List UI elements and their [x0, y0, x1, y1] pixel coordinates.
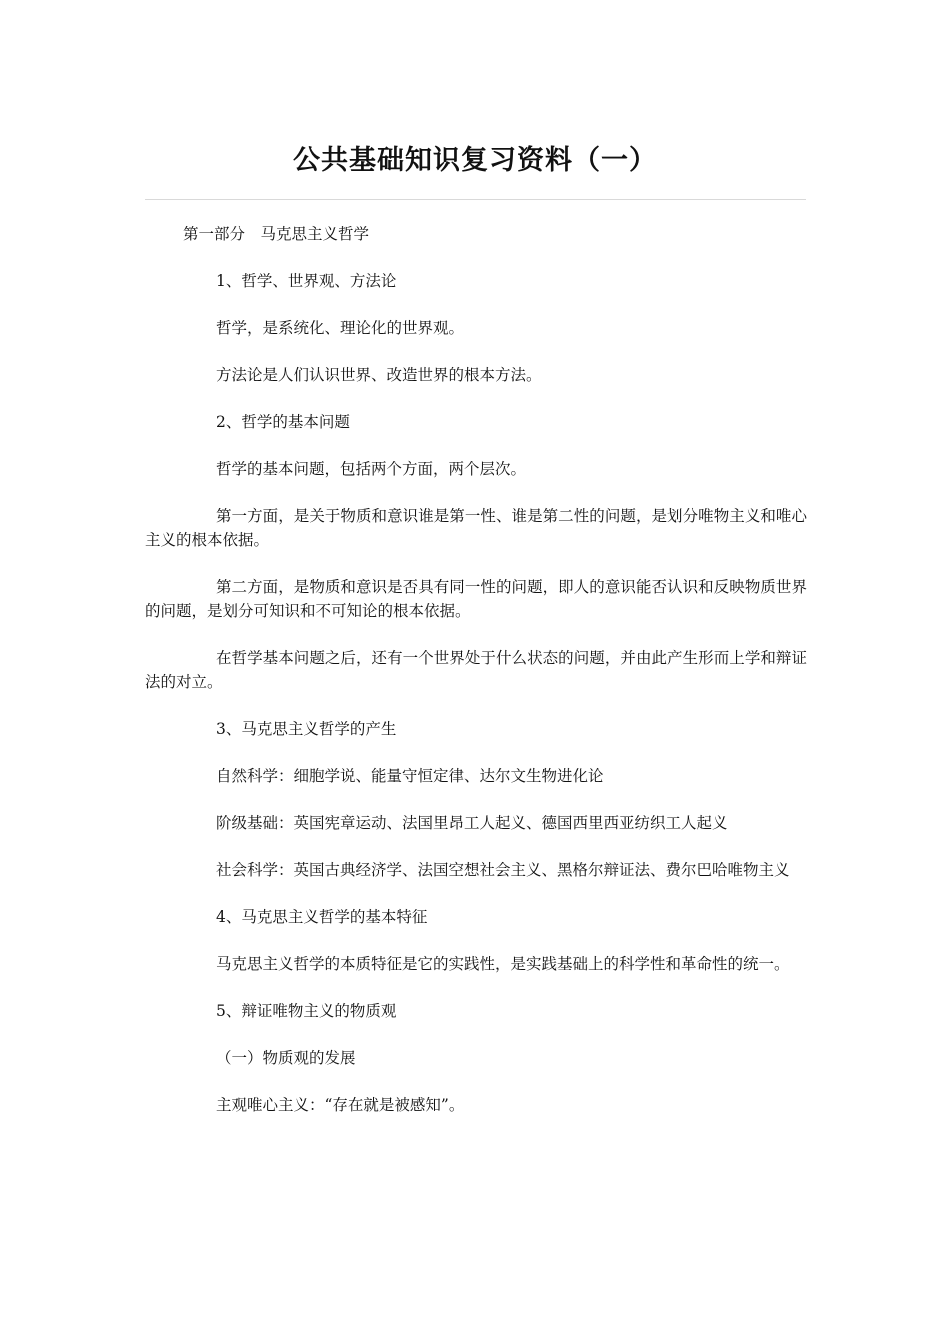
section-heading: 4、马克思主义哲学的基本特征 — [216, 908, 428, 926]
paragraph: 哲学的基本问题，包括两个方面，两个层次。 — [216, 460, 527, 478]
section-heading: 3、马克思主义哲学的产生 — [216, 720, 397, 738]
paragraph: 社会科学：英国古典经济学、法国空想社会主义、黑格尔辩证法、费尔巴哈唯物主义 — [216, 861, 790, 879]
paragraph: 马克思主义哲学的本质特征是它的实践性，是实践基础上的科学性和革命性的统一。 — [216, 955, 790, 973]
paragraph: 哲学，是系统化、理论化的世界观。 — [216, 319, 465, 337]
part-heading: 第一部分 马克思主义哲学 — [183, 225, 370, 243]
section-heading: 2、哲学的基本问题 — [216, 413, 350, 431]
paragraph: 自然科学：细胞学说、能量守恒定律、达尔文生物进化论 — [216, 767, 604, 785]
paragraph: 阶级基础：英国宪章运动、法国里昂工人起义、德国西里西亚纺织工人起义 — [216, 814, 728, 832]
paragraph: 第二方面，是物质和意识是否具有同一性的问题，即人的意识能否认识和反映物质世界的问题，是划分可知识和不可知论的根本依据。 — [145, 578, 807, 620]
section-heading: 1、哲学、世界观、方法论 — [216, 272, 397, 290]
title-divider — [145, 199, 806, 200]
paragraph: 在哲学基本问题之后，还有一个世界处于什么状态的问题，并由此产生形而上学和辩证法的对立。 — [145, 649, 807, 691]
document-body — [145, 222, 807, 1117]
paragraph: 主观唯心主义：“存在就是被感知”。 — [216, 1096, 465, 1114]
paragraph: 方法论是人们认识世界、改造世界的根本方法。 — [216, 366, 542, 384]
subsection-heading: （一）物质观的发展 — [216, 1049, 356, 1067]
document-title: 公共基础知识复习资料（一） — [293, 145, 657, 176]
paragraph: 第一方面，是关于物质和意识谁是第一性、谁是第二性的问题，是划分唯物主义和唯心主义的根本依据。 — [145, 507, 807, 549]
section-heading: 5、辩证唯物主义的物质观 — [216, 1002, 397, 1020]
